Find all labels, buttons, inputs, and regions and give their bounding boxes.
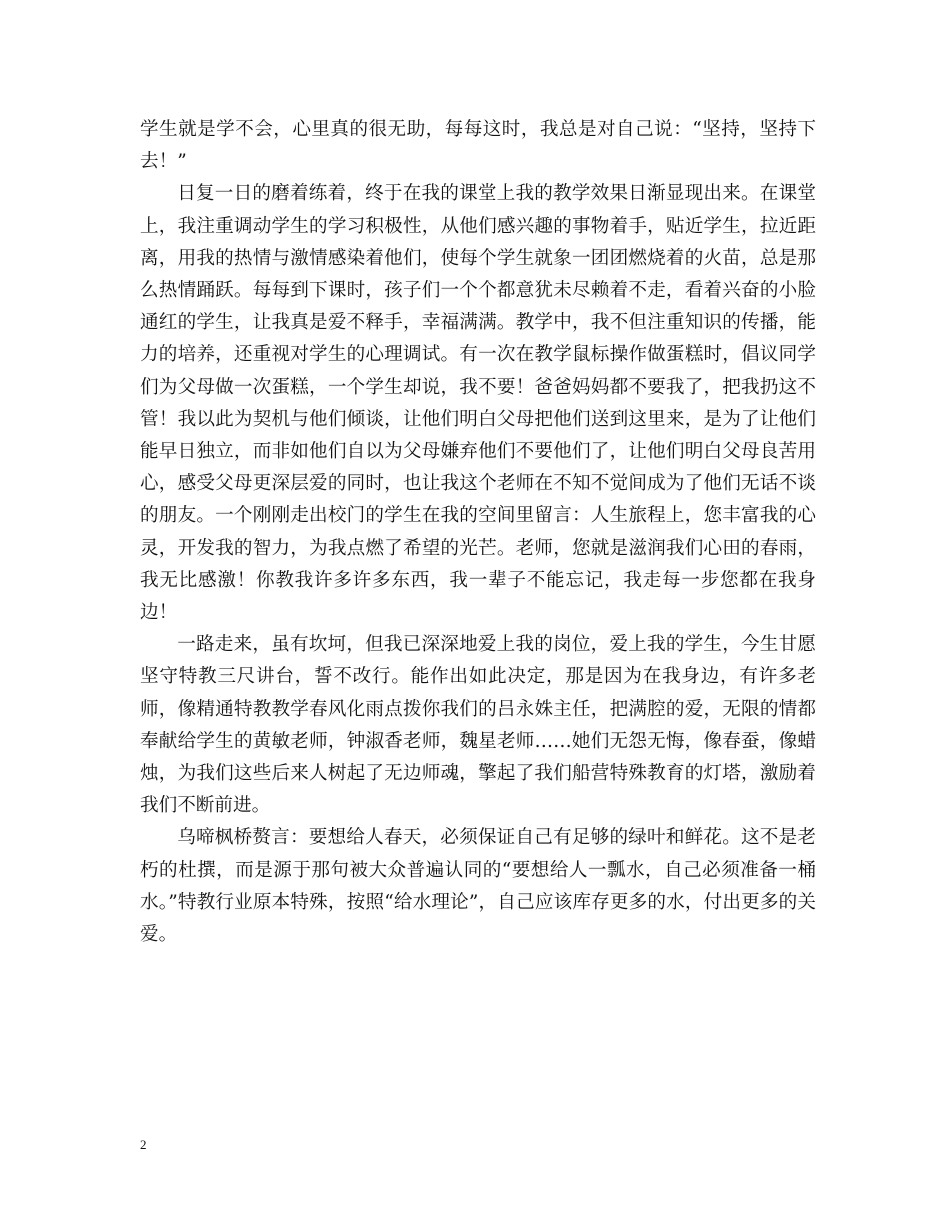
page-number: 2 xyxy=(140,1137,147,1152)
paragraph-devotion: 一路走来，虽有坎坷，但我已深深地爱上我的岗位，爱上我的学生，今生甘愿坚守特教三尺讲台，誓不改行。能作出如此决定，那是因为在我身边，有许多老师，像精通特教教学春风化雨点拨你我们的吕永姝主任，把满腔的爱，无限的情都奉献给学生的黄敏老师，钟淑香老师，魏星老师……她们无怨无悔，像春蚕，像蜡烛，为我们这些后来人树起了无边师魂，擎起了我们船营特殊教育的灯塔，激励着我们不断前进。 xyxy=(140,634,816,817)
paragraph-continuation: 学生就是学不会，心里真的很无助，每每这时，我总是对自己说：“坚持，坚持下去！” xyxy=(140,119,816,173)
paragraph-closing-remark: 乌啼枫桥赘言：要想给人春天，必须保证自己有足够的绿叶和鲜花。这不是老朽的杜撰，而是源于那句被大众普遍认同的“要想给人一瓢水，自己必须准备一桶水。”特教行业原本特殊，按照“给水理论”，自己应该库存更多的水，付出更多的关爱。 xyxy=(140,827,816,946)
paragraph-teaching-effect: 日复一日的磨着练着，终于在我的课堂上我的教学效果日渐显现出来。在课堂上，我注重调动学生的学习积极性，从他们感兴趣的事物着手，贴近学生，拉近距离，用我的热情与激情感染着他们，使每个学生就象一团团燃烧着的火苗，总是那么热情踊跃。每每到下课时，孩子们一个个都意犹未尽赖着不走，看着兴奋的小脸通红的学生，让我真是爱不释手，幸福满满。教学中，我不但注重知识的传播，能力的培养，还重视对学生的心理调试。有一次在教学鼠标操作做蛋糕时，倡议同学们为父母做一次蛋糕，一个学生却说，我不要！爸爸妈妈都不要我了，把我扔这不管！我以此为契机与他们倾谈，让他们明白父母把他们送到这里来，是为了让他们能早日独立，而非如他们自以为父母嫌弃他们不要他们了，让他们明白父母良苦用心，感受父母更深层爱的同时，也让我这个老师在不知不觉间成为了他们无话不谈的朋友。一个刚刚走出校门的学生在我的空间里留言：人生旅程上，您丰富我的心灵，开发我的智力，为我点燃了希望的光芒。老师，您就是滋润我们心田的春雨，我无比感激！你教我许多许多东西，我一辈子不能忘记，我走每一步您都在我身边！ xyxy=(140,183,816,624)
document-body xyxy=(140,114,816,951)
